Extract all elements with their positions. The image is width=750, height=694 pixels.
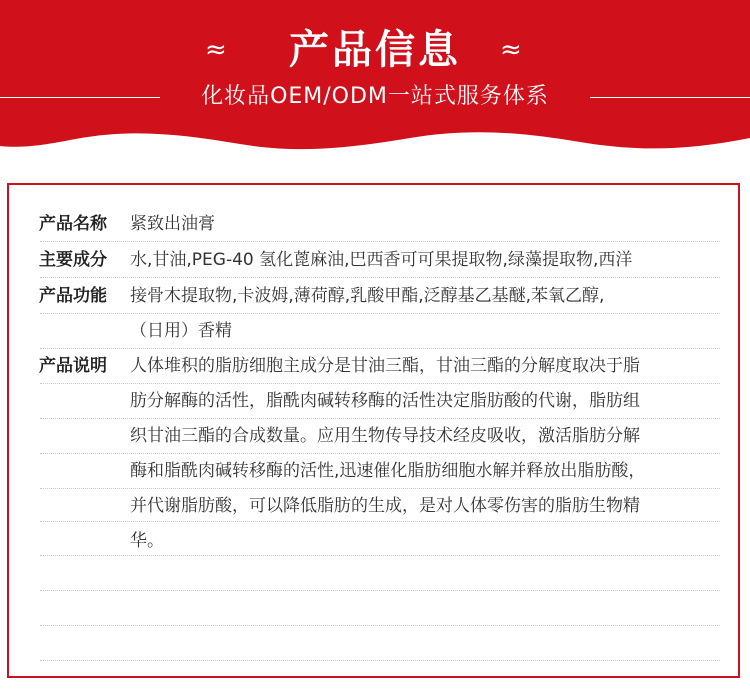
header-banner (0, 0, 750, 160)
row-divider (40, 383, 720, 384)
ingredients-label: 主要成分 (39, 250, 107, 270)
row-divider (40, 453, 720, 454)
row-divider (40, 313, 720, 314)
row-divider (40, 241, 720, 242)
row-divider (40, 488, 720, 489)
row-divider (40, 277, 720, 278)
subtitle-divider-left (0, 97, 160, 98)
empty-row-divider (40, 625, 720, 626)
page-title: 产品信息 (289, 27, 461, 73)
description-line-6: 华。 (130, 531, 164, 551)
description-line-2: 肪分解酶的活性，脂酰肉碱转移酶的活性决定脂肪酸的代谢，脂肪组 (130, 391, 640, 411)
function-value-line-1: 接骨木提取物,卡波姆,薄荷醇,乳酸甲酯,泛醇基乙基醚,苯氧乙醇, (130, 286, 605, 306)
empty-row-divider (40, 660, 720, 661)
row-divider (40, 555, 720, 556)
description-line-1: 人体堆积的脂肪细胞主成分是甘油三酯，甘油三酯的分解度取决于脂 (130, 356, 640, 376)
function-value-line-2: （日用）香精 (130, 321, 232, 341)
ingredients-value: 水,甘油,PEG-40 氢化蓖麻油,巴西香可可果提取物,绿藻提取物,西洋 (130, 250, 633, 270)
description-line-3: 织甘油三酯的合成数量。应用生物传导技术经皮吸收，激活脂肪分解 (130, 426, 640, 446)
description-line-4: 酶和脂酰肉碱转移酶的活性,迅速催化脂肪细胞水解并释放出脂肪酸， (130, 461, 646, 481)
right-wave-ornament: ≈ (500, 35, 520, 65)
subtitle-divider-right (590, 97, 750, 98)
row-divider (40, 348, 720, 349)
product-name-label: 产品名称 (39, 214, 107, 234)
description-label: 产品说明 (39, 356, 107, 376)
row-divider (40, 418, 720, 419)
description-line-5: 并代谢脂肪酸，可以降低脂肪的生成，是对人体零伤害的脂肪生物精 (130, 496, 640, 516)
function-label: 产品功能 (39, 286, 107, 306)
empty-row-divider (40, 590, 720, 591)
row-divider (40, 521, 720, 522)
left-wave-ornament: ≈ (205, 35, 225, 65)
page-subtitle: 化妆品OEM/ODM一站式服务体系 (201, 84, 549, 109)
product-name-value: 紧致出油膏 (130, 214, 215, 234)
